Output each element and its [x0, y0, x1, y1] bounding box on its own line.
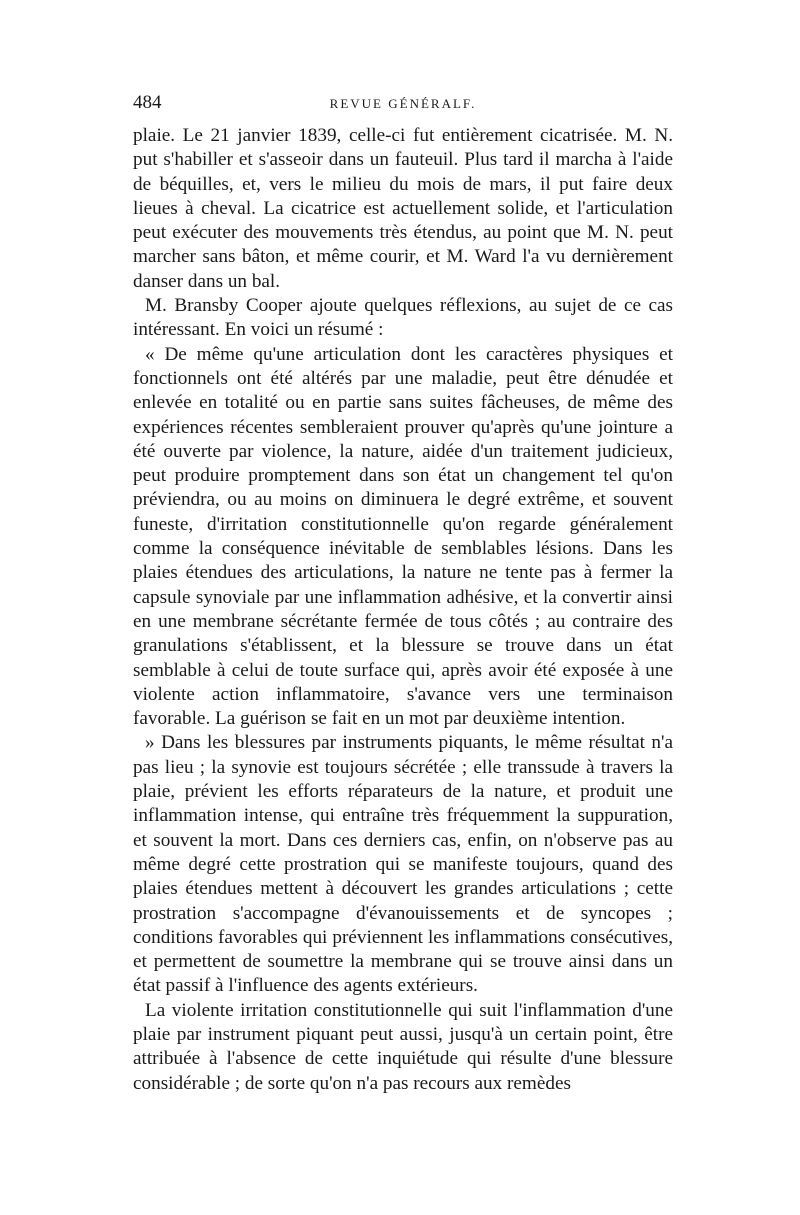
page-number: 484	[133, 92, 162, 113]
paragraph-cooper-intro: M. Bransby Cooper ajoute quelques réflexions, au sujet de ce cas intéressant. En voici un résumé :	[133, 295, 673, 341]
paragraph-quote-articulation: « De même qu'une articulation dont les caractères physiques et fonctionnels ont été altérés par une maladie, peut être dénudée et enlevée en totalité ou en partie sans suites fâcheuses, de même des expériences récentes sembleraient prouver qu'après qu'une jointure a été ouverte par violence, la nature, aidée d'un traitement judicieux, peut produire promptement dans son état un changement tel qu'on préviendra, ou au moins on diminuera le degré extrême, et souvent funeste, d'irritation constitutionnelle qu'on regarde généralement comme la conséquence inévitable de semblables lésions. Dans les plaies étendues des articulations, la nature ne tente pas à fermer la capsule synoviale par une inflammation adhésive, et la convertir ainsi en une membrane sécrétante fermée de tous côtés ; au contraire des granulations s'établissent, et la blessure se trouve dans un état semblable à celui de toute surface qui, après avoir été exposée à une violente action inflammatoire, s'avance vers une terminaison favorable. La guérison se fait en un mot par deuxième intention.	[133, 343, 673, 730]
body-text	[133, 124, 673, 1096]
running-title: REVUE GÉNÉRALF.	[329, 96, 477, 111]
page-header	[133, 92, 673, 122]
paragraph-continued: plaie. Le 21 janvier 1839, celle-ci fut entièrement cicatrisée. M. N. put s'habiller et s'asseoir dans un fauteuil. Plus tard il marcha à l'aide de béquilles, et, vers le milieu du mois de mars, il put faire deux lieues à cheval. La cicatrice est actuellement solide, et l'articulation peut exécuter des mouvements très étendus, au point que M. N. peut marcher sans bâton, et même courir, et M. Ward l'a vu dernièrement danser dans un bal.	[133, 125, 673, 292]
document-page	[133, 92, 673, 1096]
paragraph-quote-piquants: » Dans les blessures par instruments piquants, le même résultat n'a pas lieu ; la synovie est toujours sécrétée ; elle transsude à travers la plaie, prévient les efforts réparateurs de la nature, et produit une inflammation intense, qui entraîne très fréquemment la suppuration, et souvent la mort. Dans ces derniers cas, enfin, on n'observe pas au même degré cette prostration qui se manifeste toujours, quand des plaies étendues mettent à découvert les grandes articulations ; cette prostration s'accompagne d'évanouissements et de syncopes ; conditions favorables qui préviennent les inflammations consécutives, et permettent de soumettre la membrane qui se trouve ainsi dans un état passif à l'influence des agents extérieurs.	[133, 732, 673, 997]
paragraph-irritation: La violente irritation constitutionnelle qui suit l'inflammation d'une plaie par instrument piquant peut aussi, jusqu'à un certain point, être attribuée à l'absence de cette inquiétude qui résulte d'une blessure considérable ; de sorte qu'on n'a pas recours aux remèdes	[133, 999, 673, 1094]
